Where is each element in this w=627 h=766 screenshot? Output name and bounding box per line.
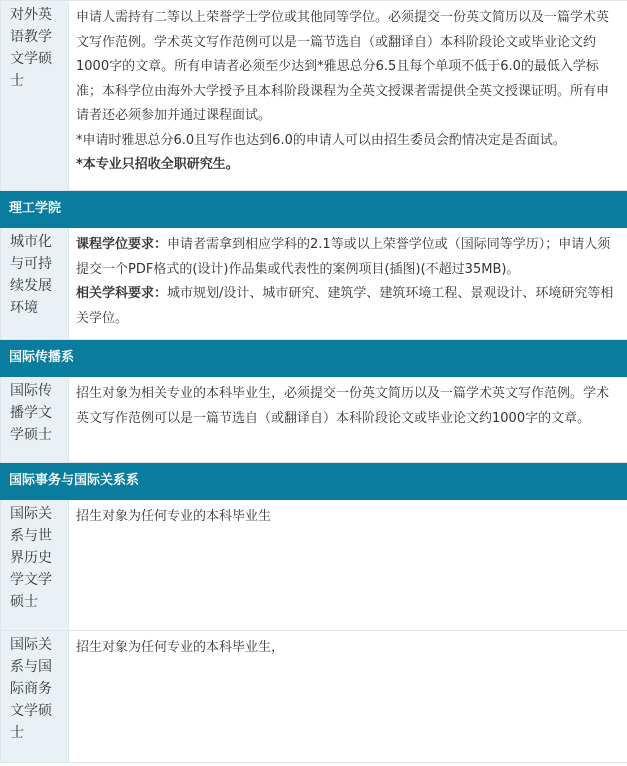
requirement-label: 课程学位要求： — [76, 237, 168, 252]
program-requirements: 招生对象为相关专业的本科毕业生，必须提交一份英文简历以及一篇学术英文写作范例。学术英文写作范例可以是一篇节选自（或翻译自）本科阶段论文或毕业论文约1000字的文章。 — [69, 377, 627, 463]
requirement-note: *申请时雅思总分6.0且写作也达到6.0的申请人可以由招生委员会酌情决定是否面试。 — [76, 132, 566, 148]
program-name: 国际关系与国际商务文学硕士 — [1, 631, 69, 763]
subject-requirement — [76, 282, 620, 331]
section-header — [1, 463, 627, 500]
program-requirements — [69, 228, 627, 340]
table-row — [1, 1, 627, 191]
program-requirements: 招生对象为任何专业的本科毕业生 — [69, 500, 627, 631]
program-requirements — [69, 1, 627, 191]
program-name: 国际传播学文学硕士 — [1, 377, 69, 463]
fulltime-note: *本专业只招收全职研究生。 — [76, 157, 239, 172]
requirement-text: 申请者需拿到相应学科的2.1等或以上荣誉学位或（国际同等学历）；申请人须提交一个PDF格式的(设计)作品集或代表性的案例项目(插图)(不超过35MB)。 — [76, 237, 611, 277]
section-title: 国际传播系 — [1, 340, 627, 377]
table-row — [1, 228, 627, 340]
program-name: 对外英语教学文学硕士 — [1, 1, 69, 191]
section-title: 国际事务与国际关系系 — [1, 463, 627, 500]
requirement-text: 城市规划/设计、城市研究、建筑学、建筑环境工程、景观设计、环境研究等相关学位。 — [76, 286, 614, 326]
section-title: 理工学院 — [1, 191, 627, 228]
program-name: 城市化与可持续发展环境 — [1, 228, 69, 340]
section-header — [1, 191, 627, 228]
table-row — [1, 377, 627, 463]
requirement-label: 相关学科要求： — [76, 286, 168, 301]
degree-requirement — [76, 233, 620, 282]
requirement-paragraph: 申请人需持有二等以上荣誉学士学位或其他同等学位。必须提交一份英文简历以及一篇学术英文写作范例。学术英文写作范例可以是一篇节选自（或翻译自）本科阶段论文或毕业论文约1000字的文章。所有申请者必须至少达到*雅思总分6.5且每个单项不低于6.0的最低入学标准；本科学位由海外大学授予且本科阶段课程为全英文授课者需提供全英文授课证明。所有申请者还必须参加并通过课程面试。 — [76, 10, 610, 123]
table-row — [1, 500, 627, 631]
program-requirements: 招生对象为任何专业的本科毕业生， — [69, 631, 627, 763]
program-name: 国际关系与世界历史学文学硕士 — [1, 500, 69, 631]
section-header — [1, 340, 627, 377]
table-row — [1, 631, 627, 763]
